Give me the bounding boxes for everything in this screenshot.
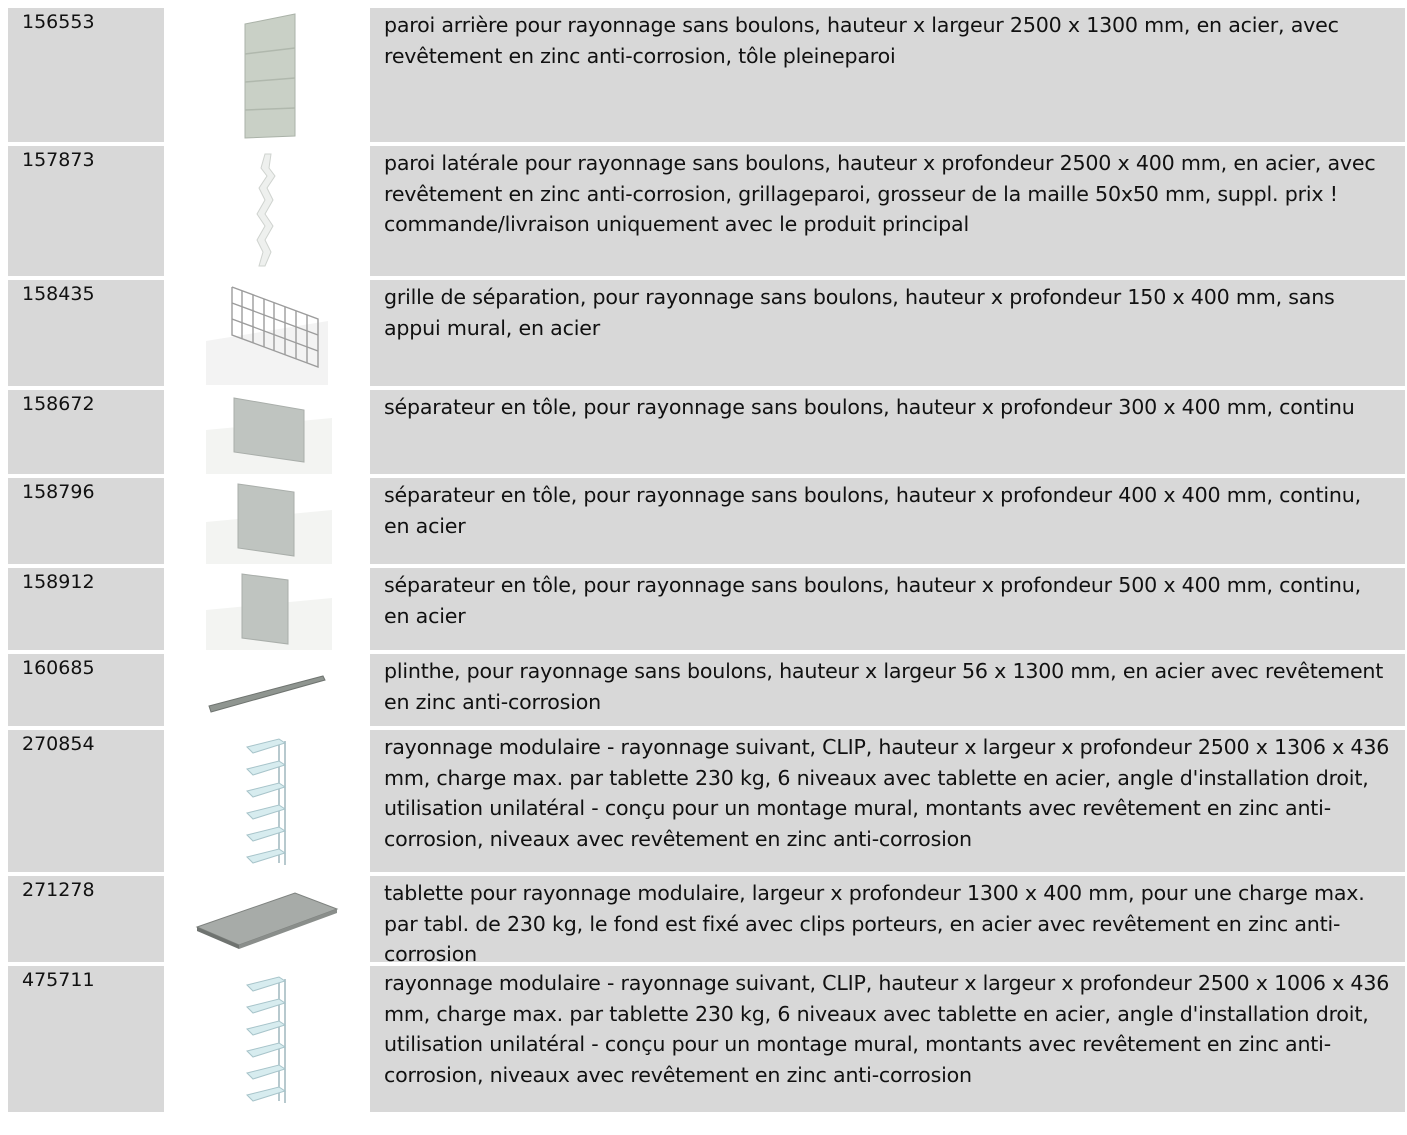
table-row: [8, 730, 1405, 872]
plinth-icon: [168, 654, 366, 726]
product-id: 271278: [8, 876, 164, 962]
shelving-unit-icon: [168, 730, 366, 872]
product-description: séparateur en tôle, pour rayonnage sans boulons, hauteur x profondeur 400 x 400 mm, continu, en acier: [370, 478, 1405, 564]
product-description: séparateur en tôle, pour rayonnage sans boulons, hauteur x profondeur 500 x 400 mm, continu, en acier: [370, 568, 1405, 650]
product-id: 160685: [8, 654, 164, 726]
product-table: [8, 8, 1405, 1112]
product-id: 158435: [8, 280, 164, 386]
product-description: rayonnage modulaire - rayonnage suivant, CLIP, hauteur x largeur x profondeur 2500 x 1306 x 436 mm, charge max. par tablette 230 kg, 6 niveaux avec tablette en acier, angle d'installation droit, utilisation unilatéral - conçu pour un montage mural, montants avec revêtement en zinc anti-corrosion, niveaux avec revêtement en zinc anti-corrosion: [370, 730, 1405, 872]
product-id: 156553: [8, 8, 164, 142]
side-panel-icon: [168, 146, 366, 276]
product-description: paroi latérale pour rayonnage sans boulons, hauteur x profondeur 2500 x 400 mm, en acier, avec revêtement en zinc anti-corrosion, grillageparoi, grosseur de la maille 50x50 mm, suppl. prix ! commande/livraison uniquement avec le produit principal: [370, 146, 1405, 276]
table-row: [8, 146, 1405, 276]
product-id: 158912: [8, 568, 164, 650]
table-row: [8, 390, 1405, 474]
table-row: [8, 654, 1405, 726]
table-row: [8, 8, 1405, 142]
table-row: [8, 280, 1405, 386]
sheet-divider-icon: [168, 390, 366, 474]
product-description: séparateur en tôle, pour rayonnage sans boulons, hauteur x profondeur 300 x 400 mm, continu: [370, 390, 1405, 474]
table-row: [8, 568, 1405, 650]
product-description: rayonnage modulaire - rayonnage suivant, CLIP, hauteur x largeur x profondeur 2500 x 1006 x 436 mm, charge max. par tablette 230 kg, 6 niveaux avec tablette en acier, angle d'installation droit, utilisation unilatéral - conçu pour un montage mural, montants avec revêtement en zinc anti-corrosion, niveaux avec revêtement en zinc anti-corrosion: [370, 966, 1405, 1112]
product-id: 157873: [8, 146, 164, 276]
product-description: grille de séparation, pour rayonnage sans boulons, hauteur x profondeur 150 x 400 mm, sans appui mural, en acier: [370, 280, 1405, 386]
product-description: plinthe, pour rayonnage sans boulons, hauteur x largeur 56 x 1300 mm, en acier avec revêtement en zinc anti-corrosion: [370, 654, 1405, 726]
product-description: paroi arrière pour rayonnage sans boulons, hauteur x largeur 2500 x 1300 mm, en acier, avec revêtement en zinc anti-corrosion, tôle pleineparoi: [370, 8, 1405, 142]
table-row: [8, 876, 1405, 966]
table-row: [8, 478, 1405, 564]
back-panel-icon: [168, 8, 366, 142]
product-id: 158796: [8, 478, 164, 564]
product-id: 270854: [8, 730, 164, 872]
product-id: 475711: [8, 966, 164, 1112]
product-description: tablette pour rayonnage modulaire, largeur x profondeur 1300 x 400 mm, pour une charge max. par tabl. de 230 kg, le fond est fixé avec clips porteurs, en acier avec revêtement en zinc anti-corrosion: [370, 876, 1405, 962]
shelving-unit-icon: [168, 966, 366, 1112]
product-id: 158672: [8, 390, 164, 474]
sheet-divider-icon: [168, 478, 366, 564]
shelf-board-icon: [168, 876, 366, 962]
mesh-divider-icon: [168, 280, 366, 386]
table-row: [8, 966, 1405, 1112]
sheet-divider-icon: [168, 568, 366, 650]
